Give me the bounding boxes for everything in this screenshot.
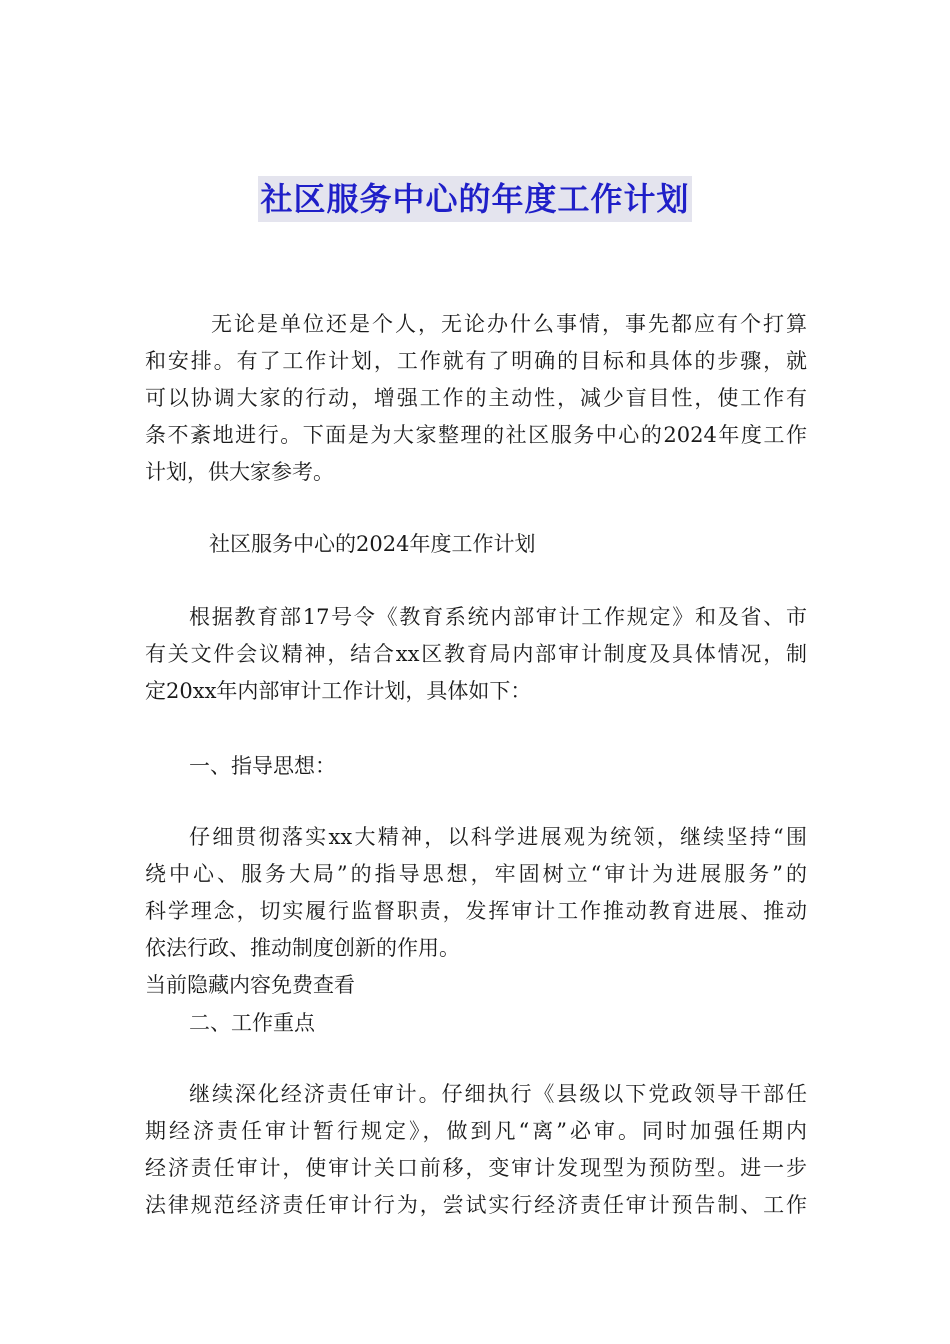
- paragraph-line: 经济责任审计，使审计关口前移，变审计发现型为预防型。进一步: [145, 1156, 807, 1180]
- basis-paragraph: [145, 599, 807, 710]
- paragraph-line: 定20xx年内部审计工作计划，具体如下：: [145, 679, 532, 703]
- paragraph-line: 期经济责任审计暂行规定》，做到凡“离”必审。同时加强任期内: [145, 1119, 807, 1143]
- paragraph-line: 条不紊地进行。下面是为大家整理的社区服务中心的2024年度工作: [145, 423, 807, 447]
- subtitle: 社区服务中心的2024年度工作计划: [209, 532, 536, 556]
- paragraph-line: 绕中心、服务大局”的指导思想，牢固树立“审计为进展服务”的: [145, 862, 807, 886]
- paragraph-line: 无论是单位还是个人，无论办什么事情，事先都应有个打算: [211, 312, 807, 336]
- paragraph-line: 仔细贯彻落实xx大精神，以科学进展观为统领，继续坚持“围: [189, 825, 807, 849]
- section-heading: 一、指导思想：: [189, 754, 336, 778]
- hidden-content-link[interactable]: 当前隐藏内容免费查看: [145, 973, 355, 997]
- paragraph-line: 可以协调大家的行动，增强工作的主动性，减少盲目性，使工作有: [145, 386, 807, 410]
- paragraph-line: 有关文件会议精神，结合xx区教育局内部审计制度及具体情况，制: [145, 642, 807, 666]
- paragraph-line: 科学理念，切实履行监督职责，发挥审计工作推动教育进展、推动: [145, 899, 807, 923]
- section1-paragraph: [145, 819, 807, 967]
- document-title: 社区服务中心的年度工作计划: [258, 176, 691, 222]
- paragraph-line: 计划，供大家参考。: [145, 460, 334, 484]
- paragraph-line: 法律规范经济责任审计行为，尝试实行经济责任审计预告制、工作: [145, 1193, 807, 1217]
- paragraph-line: 和安排。有了工作计划，工作就有了明确的目标和具体的步骤，就: [145, 349, 807, 373]
- paragraph-line: 继续深化经济责任审计。仔细执行《县级以下党政领导干部任: [189, 1082, 807, 1106]
- intro-paragraph: [145, 306, 807, 491]
- section-heading: 二、工作重点: [189, 1011, 315, 1035]
- section2-paragraph: [145, 1076, 807, 1224]
- paragraph-line: 依法行政、推动制度创新的作用。: [145, 936, 460, 960]
- title-container: [0, 176, 950, 222]
- paragraph-line: 根据教育部17号令《教育系统内部审计工作规定》和及省、市: [189, 605, 807, 629]
